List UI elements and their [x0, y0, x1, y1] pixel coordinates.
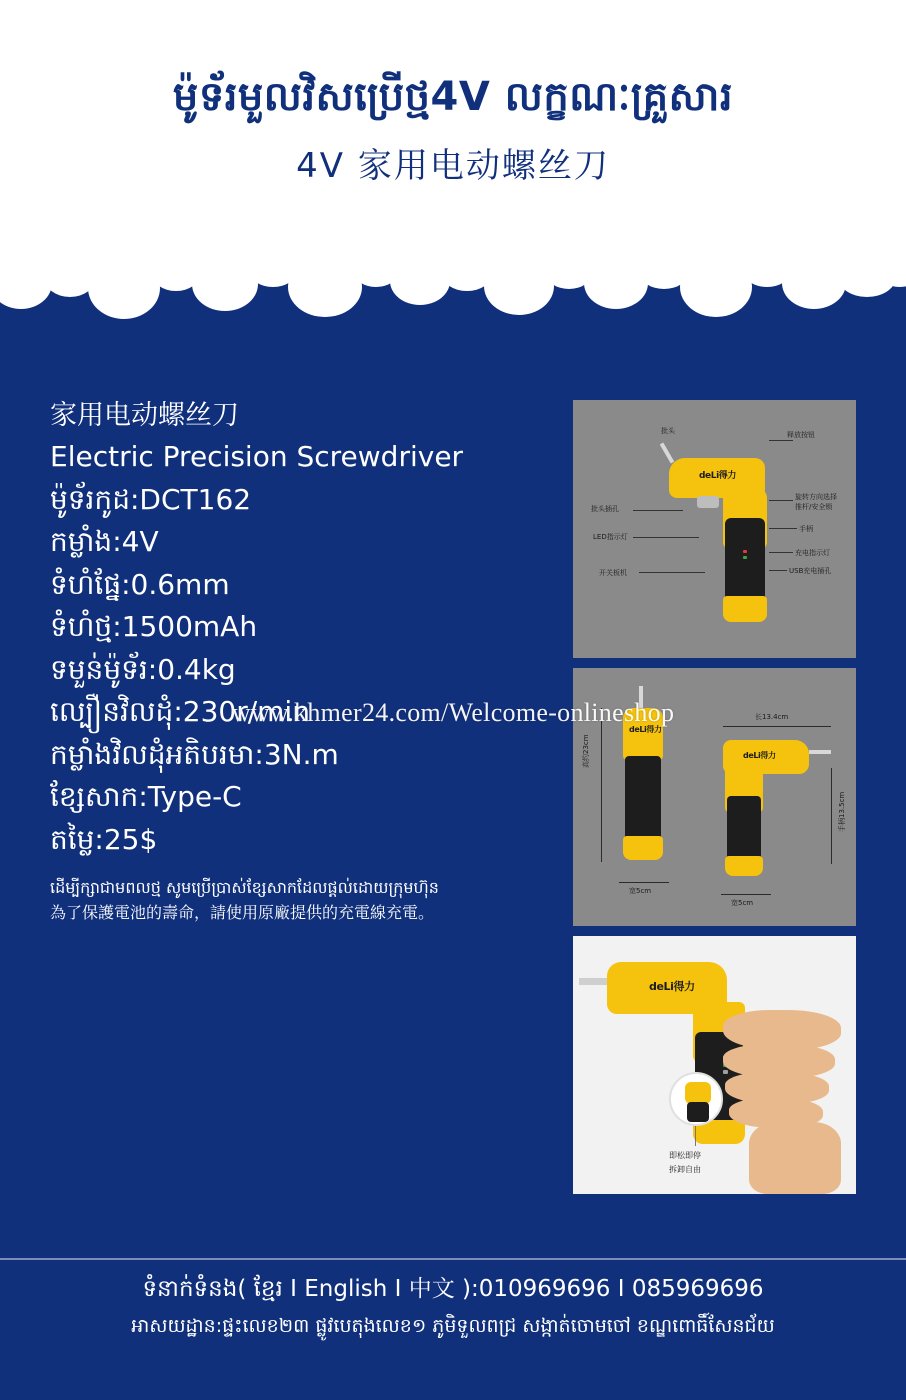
photo-label-length: 长13.4cm	[755, 713, 789, 721]
poster-header	[0, 0, 906, 290]
spec-line-weight: ទមួន់ម៉ូទ័រ:0.4kg	[50, 652, 236, 686]
spec-line-bit-size: ទំហំផ្នែ:0.6mm	[50, 567, 230, 601]
brand-label-2: deLi得力	[629, 725, 662, 734]
spec-line-cable: ខ្សែសាក:Type-C	[50, 780, 242, 814]
photo-label-height: 高约23cm	[582, 734, 590, 768]
photo-label-handle-length: 手柄13.5cm	[838, 791, 846, 832]
photo-label-width-left: 宽5cm	[629, 887, 652, 895]
spec-line-battery: ទំហំថ្ម:1500mAh	[50, 610, 258, 644]
photo-label-charge-led: 充电指示灯	[795, 549, 830, 557]
callout-zoom-circle	[669, 1072, 723, 1126]
photo-label-bit-socket: 批头插孔	[591, 505, 619, 513]
spec-line-model: ម៉ូទ័រកូដ:DCT162	[50, 482, 252, 516]
photo-label-width-right: 宽5cm	[731, 899, 754, 907]
battery-note-khmer: ដើម្បីក្សាជាមពលថ្ម សូមប្រើប្រាស់ខ្សែសាកដែលផ្តល់ដោយក្រុមហ៊ុន	[50, 877, 439, 897]
photo-label-free-detach: 拆卸自由	[669, 1165, 701, 1174]
footer-divider	[0, 1258, 906, 1260]
brand-label-3: deLi得力	[743, 751, 776, 760]
spec-line-torque: កម្លាំងវិលដុំអតិបរមា:3N.m	[50, 737, 339, 771]
brand-label-4: deLi得力	[649, 980, 695, 993]
battery-note-chinese: 為了保護電池的壽命，請使用原廠提供的充電線充電。	[50, 902, 435, 922]
spec-line-voltage: កម្លាំង:4V	[50, 525, 159, 559]
spec-line-cn-name: 家用电动螺丝刀	[50, 400, 239, 431]
site-watermark: www.khmer24.com/Welcome-onlineshop	[231, 698, 675, 727]
photo-label-quick-stop: 即松即停	[669, 1151, 701, 1160]
product-parts-diagram	[573, 400, 856, 658]
product-in-hand-photo	[573, 936, 856, 1194]
photo-label-usb-port: USB充电插孔	[789, 567, 832, 575]
photo-label-safety-lock: 推杆/安全锁	[795, 503, 833, 511]
spec-line-price: តម្លៃ:25$	[50, 822, 158, 856]
product-dimensions-diagram	[573, 668, 856, 926]
photo-label-trigger: 开关板机	[599, 569, 627, 577]
spec-line-speed: ល្បឿនវិលដុំ:230r/min	[50, 695, 310, 729]
photo-label-direction: 旋转方向选择	[795, 493, 837, 501]
photo-label-led: LED指示灯	[593, 533, 628, 541]
page-title-chinese: 4V 家用电动螺丝刀	[296, 146, 610, 186]
spec-line-en-name: Electric Precision Screwdriver	[50, 440, 464, 474]
brand-label-1: deLi得力	[699, 471, 736, 481]
photo-label-release: 释放按钮	[787, 431, 815, 439]
footer-address: អាសយដ្ឋាន:ផ្ទះលេខ២៣ ផ្លូវបេតុងលេខ១ ភូមិទួលពជ្រ សង្កាត់ចោមចៅ ខណ្ឌពោធិ៍សែនជ័យ	[131, 1314, 775, 1337]
page-title-khmer: ម៉ូទ័រមួលវិសប្រើថ្ម4V លក្ខណៈគ្រួសារ	[172, 74, 734, 120]
photo-label-handle: 手柄	[799, 525, 813, 533]
photo-label-bit: 批头	[661, 427, 675, 435]
spec-list	[50, 395, 550, 924]
footer	[0, 1272, 906, 1341]
footer-contact: ទំនាក់ទំនង( ខ្មែរ I English I 中文 ):010969696 I 085969696	[142, 1276, 764, 1302]
